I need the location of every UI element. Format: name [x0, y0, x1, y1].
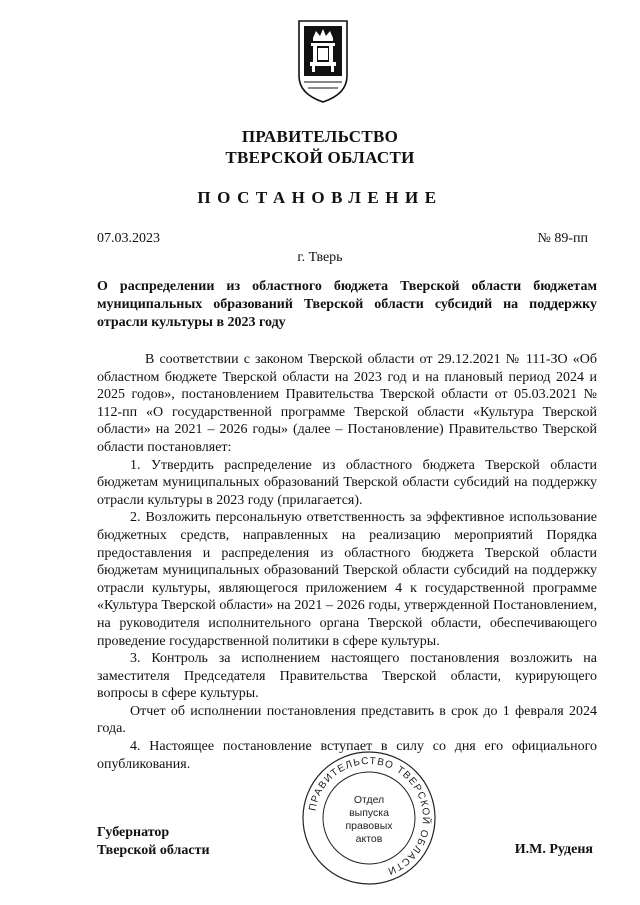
position-line-1: Губернатор: [97, 825, 170, 840]
body-paragraph-4: 3. Контроль за исполнением настоящего постановления возложить на заместителя Председателя Правительства Тверской области, курирующего вопросы в сфере культуры.: [97, 651, 597, 702]
authority-line-1: ПРАВИТЕЛЬСТВО: [241, 127, 399, 146]
stamp-center-text: [299, 794, 439, 846]
body-paragraph-3: 2. Возложить персональную ответственность за эффективное использование бюджетных средств, направленных на реализацию мероприятий Порядка предоставления и распределения из областного бюджета Тверской области бюджетам муниципальных образований Тверской области субсидий на поддержку отрасли культуры, являющегося приложением 4 к государственной программе «Культура Тверской области» на 2021 – 2026 годы, утвержденной Постановлением, на руководителя исполнительного органа Тверской области, обеспечивающего проведение государственной политики в сфере культуры.: [97, 510, 597, 649]
authority-line-2: ТВЕРСКОЙ ОБЛАСТИ: [225, 148, 415, 167]
document-number: № 89-пп: [537, 231, 588, 246]
signatory-name: И.М. Руденя: [514, 842, 593, 857]
signatory-position: [97, 824, 210, 860]
document-date: 07.03.2023: [97, 231, 160, 246]
stamp-line-4: актов: [355, 833, 383, 845]
stamp-line-1: Отдел: [353, 794, 385, 806]
document-type: ПОСТАНОВЛЕНИЕ: [197, 188, 443, 207]
body-paragraph-2: 1. Утвердить распределение из областного бюджета Тверской области бюджетам муниципальных образований Тверской области субсидий на поддержку отрасли культуры в 2023 году (прилагается).: [97, 457, 597, 508]
body-paragraph-1: В соответствии с законом Тверской области от 29.12.2021 № 111-ЗО «Об областном бюджете Тверской области на 2023 год и на плановый период 2024 и 2025 годов», постановлением Правительства Тверской области от 05.03.2021 № 112-пп «О государственной программе Тверской области «Культура Тверской области» на 2021 – 2026 годы» (далее – Постановление) Правительство Тверской области постановляет:: [97, 352, 597, 455]
document-city: г. Тверь: [297, 250, 343, 265]
stamp-line-3: правовых: [345, 820, 393, 832]
document-title: О распределении из областного бюджета Тверской области бюджетам муниципальных образований Тверской области субсидий на поддержку отрасли культуры в 2023 году: [97, 279, 597, 330]
body-paragraph-5: Отчет об исполнении постановления представить в срок до 1 февраля 2024 года.: [97, 703, 597, 737]
stamp-line-2: выпуска: [349, 807, 389, 819]
body-paragraph-6: 4. Настоящее постановление вступает в силу со дня его официального опубликования.: [97, 739, 597, 772]
issuing-authority: [0, 126, 640, 168]
document-body: [97, 351, 597, 773]
coat-of-arms-emblem: [296, 18, 350, 104]
position-line-2: Тверской области: [97, 843, 210, 858]
stamp-ring-text: ПРАВИТЕЛЬСТВО ТВЕРСКОЙ ОБЛАСТИ: [307, 755, 432, 877]
